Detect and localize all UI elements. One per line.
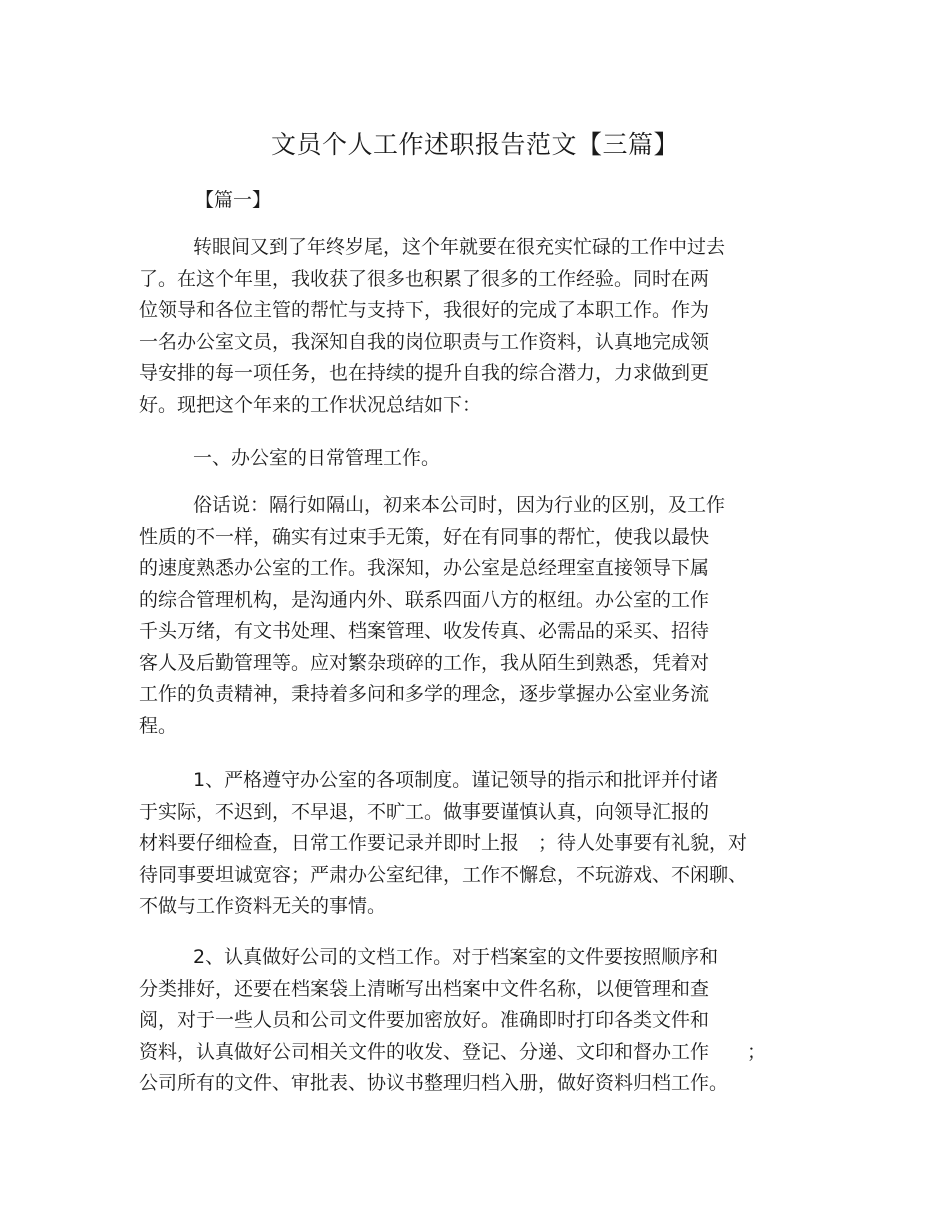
text-line: 材料要仔细检查，日常工作要记录并即时上报 ；待人处事要有礼貌，对 (139, 832, 748, 854)
text-line: 2、认真做好公司的文档工作。对于档案室的文件要按照顺序和 (193, 946, 719, 968)
text-line: 导安排的每一项任务，也在持续的提升自我的综合潜力，力求做到更 (139, 362, 710, 384)
text-line: 千头万绪，有文书处理、档案管理、收发传真、必需品的采买、招待 (139, 620, 710, 642)
paragraph-intro (139, 232, 819, 421)
document-title: 文员个人工作述职报告范文【三篇】 (270, 130, 679, 159)
text-line: 分类排好，还要在档案袋上清晰写出档案中文件名称，以便管理和查 (139, 977, 710, 1000)
paragraph-office-rules (139, 765, 819, 923)
text-line: 客人及后勤管理等。应对繁杂琐碎的工作，我从陌生到熟悉，凭着对 (139, 651, 710, 674)
text-line: 资料，认真做好公司相关文件的收发、登记、分递、文印和督办工作 ； (139, 1040, 767, 1063)
text-line: 了。在这个年里，我收获了很多也积累了很多的工作经验。同时在两 (139, 267, 710, 290)
text-line: 于实际，不迟到，不早退，不旷工。做事要谨慎认真，向领导汇报的 (139, 800, 710, 823)
text-line: 的综合管理机构，是沟通内外、联系四面八方的枢纽。办公室的工作 (139, 588, 710, 611)
text-line: 俗话说：隔行如隔山，初来本公司时，因为行业的区别，及工作 (193, 494, 726, 516)
paragraph-document-work (139, 942, 819, 1100)
text-line: 转眼间又到了年终岁尾，这个年就要在很充实忙碌的工作中过去 (193, 236, 726, 258)
section-label: 【篇一】 (195, 189, 272, 211)
section-heading (139, 443, 819, 475)
text-line: 不做与工作资料无关的事情。 (139, 895, 387, 917)
text-line: 工作的负责精神，秉持着多问和多学的理念，逐步掌握办公室业务流 (139, 683, 710, 705)
text-line: 好。现把这个年来的工作状况总结如下： (139, 393, 482, 416)
text-line: 公司所有的文件、审批表、协议书整理归档入册，做好资料归档工作。 (139, 1072, 729, 1094)
text-line: 的速度熟悉办公室的工作。我深知，办公室是总经理室直接领导下属 (139, 557, 710, 579)
text-line: 1、严格遵守办公室的各项制度。谨记领导的指示和批评并付诸 (193, 769, 719, 791)
text-line: 性质的不一样，确实有过束手无策，好在有同事的帮忙，使我以最快 (139, 525, 710, 548)
text-line: 阅，对于一些人员和公司文件要加密放好。准确即时打印各类文件和 (139, 1009, 710, 1031)
text-line: 待同事要坦诚宽容；严肃办公室纪律，工作不懈怠，不玩游戏、不闲聊、 (139, 863, 748, 886)
text-line: 程。 (139, 714, 178, 737)
paragraph-daily-management (139, 490, 819, 742)
heading-line: 一、办公室的日常管理工作。 (193, 447, 441, 469)
text-line: 一名办公室文员，我深知自我的岗位职责与工作资料，认真地完成领 (139, 330, 710, 353)
text-line: 位领导和各位主管的帮忙与支持下，我很好的完成了本职工作。作为 (139, 299, 710, 321)
